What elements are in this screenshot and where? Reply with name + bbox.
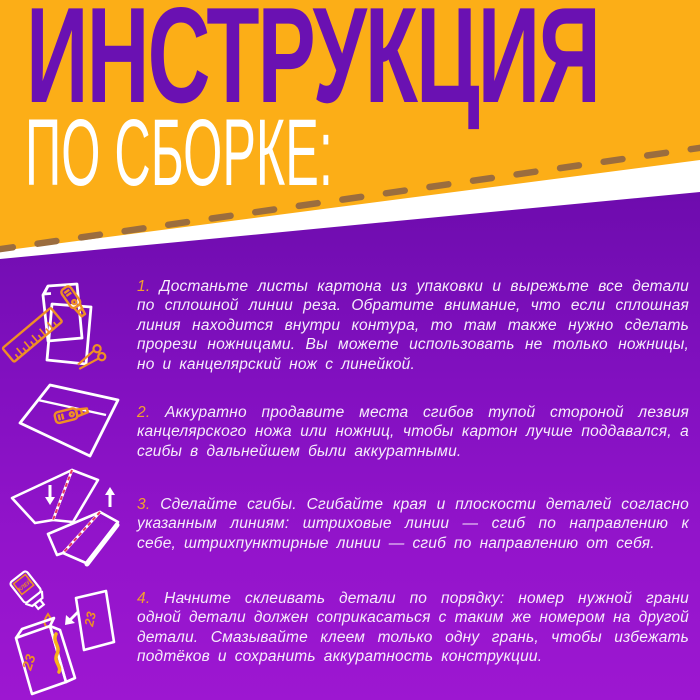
glue-parts-icon xyxy=(4,570,116,698)
utility-knife xyxy=(60,285,88,318)
paper-ruler-knife-scissors-icon xyxy=(6,276,111,380)
glue-bottle-icon xyxy=(9,570,49,613)
glue-bead xyxy=(55,634,60,672)
ruler xyxy=(2,308,62,362)
step-3-body: Сделайте сгибы. Сгибайте края и плоскости деталей согласно указанным линиям: штриховые линии — сгиб по направлению к себе, штрихпунктирные линии — сгиб по направлению от себя. xyxy=(137,496,689,552)
page-title: ИНСТРУКЦИЯ xyxy=(26,0,599,131)
arrow-down-left-icon xyxy=(65,612,78,625)
arrow-down-icon xyxy=(45,485,55,505)
step-1-text xyxy=(137,277,689,374)
step-1-number: 1. xyxy=(137,278,151,295)
step-4-text xyxy=(137,589,689,667)
arrow-up-icon xyxy=(105,487,115,507)
page-subtitle: ПО СБОРКЕ: xyxy=(25,100,333,206)
step-2-body: Аккуратно продавите места сгибов тупой стороной лезвия канцелярского ножа или ножниц, чтобы картон лучше поддавался, а сгибы в дальнейшем были аккуратными. xyxy=(137,404,689,460)
step-4-number: 4. xyxy=(137,590,151,607)
step-2-text xyxy=(137,403,689,461)
step-3-text xyxy=(137,495,689,553)
step-3-number: 3. xyxy=(137,496,151,513)
score-fold-with-knife-icon xyxy=(6,380,124,464)
part-number-right: 23 xyxy=(81,610,99,628)
glue-bottle-label: КЛЕЙ xyxy=(17,579,33,594)
fold-toward-sheet xyxy=(12,470,98,523)
part-number-left: 23 xyxy=(18,652,39,672)
scissors-icon xyxy=(77,342,107,373)
fold-direction-sheets-icon xyxy=(0,463,122,571)
utility-knife xyxy=(54,405,89,424)
step-1-body: Достаньте листы картона из упаковки и вырежьте все детали по сплошной линии реза. Обратите внимание, что если сплошная линия находится внутри контура, то там также нужно сделать прорези ножницами. Вы можете использовать не только ножницы, но и канцелярский нож с линейкой. xyxy=(137,278,689,373)
step-4-body: Начните склеивать детали по порядку: номер нужной грани одной детали должен соприкасаться с таким же номером на другой детали. Смазывайте клеем только одну грань, чтобы избежать подтёков и сохранить аккуратность конструкции. xyxy=(137,590,690,666)
step-2-number: 2. xyxy=(137,404,151,421)
